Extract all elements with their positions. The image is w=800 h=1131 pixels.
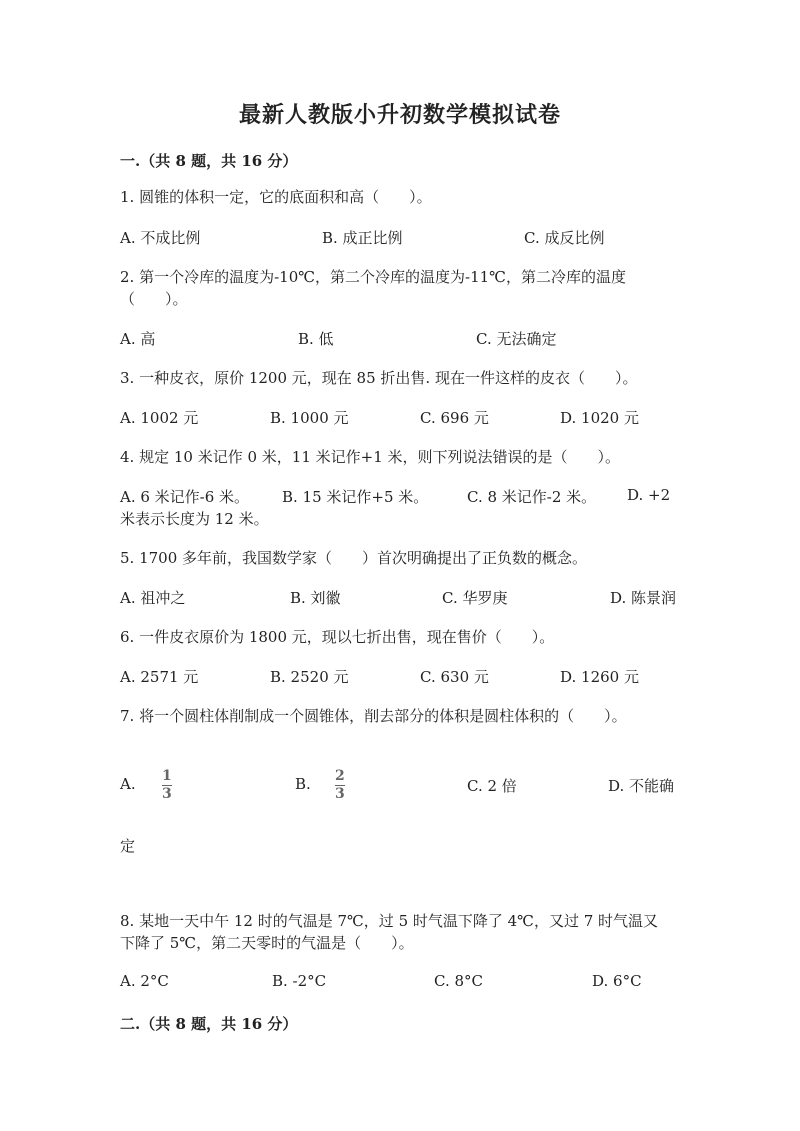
- question-1: 1. 圆锥的体积一定，它的底面积和高（ ）。: [120, 188, 432, 206]
- section-1-header: 一.（共 8 题，共 16 分）: [120, 152, 298, 170]
- option-d: D. 陈景润: [610, 589, 677, 607]
- option-b: B. 成正比例: [322, 229, 403, 247]
- question-2-options: [120, 328, 690, 350]
- option-a: A. 1002 元: [120, 409, 199, 427]
- option-b: B. -2°C: [272, 972, 327, 990]
- option-d: D. 6°C: [592, 972, 642, 990]
- question-4: 4. 规定 10 米记作 0 米，11 米记作+1 米，则下列说法错误的是（ ）。: [120, 448, 621, 466]
- question-7: 7. 将一个圆柱体削制成一个圆锥体，削去部分的体积是圆柱体积的（ ）。: [120, 707, 627, 725]
- question-3-options: [120, 407, 690, 429]
- question-3: 3. 一种皮衣，原价 1200 元，现在 85 折出售. 现在一件这样的皮衣（ ）。: [120, 369, 638, 387]
- question-4-options: [120, 486, 690, 508]
- option-d: D. 1260 元: [560, 668, 639, 686]
- question-6-options: [120, 666, 690, 688]
- option-a: A. 2°C: [120, 972, 169, 990]
- option-d: D. +2: [627, 486, 671, 504]
- fraction-a-denominator: 3: [162, 786, 172, 802]
- question-5: 5. 1700 多年前，我国数学家（ ）首次明确提出了正负数的概念。: [120, 549, 588, 567]
- option-c: C. 630 元: [420, 668, 489, 686]
- fraction-b-denominator: 3: [335, 786, 345, 802]
- option-a: A. 2571 元: [120, 668, 199, 686]
- option-b: B. 刘徽: [290, 589, 341, 607]
- question-2: [120, 266, 680, 310]
- option-b: B. 低: [298, 330, 334, 348]
- option-b: B. 2520 元: [270, 668, 349, 686]
- question-2-line-2: （ ）。: [120, 290, 188, 308]
- question-1-options: [120, 227, 690, 249]
- option-c: C. 696 元: [420, 409, 489, 427]
- option-d: D. 不能确: [608, 777, 675, 795]
- option-c: C. 8°C: [434, 972, 483, 990]
- question-2-line-1: 2. 第一个冷库的温度为-10℃，第二个冷库的温度为-11℃，第二冷库的温度: [120, 268, 626, 286]
- question-7-options: [120, 768, 690, 802]
- option-a: A. 祖冲之: [120, 589, 186, 607]
- page-title: 最新人教版小升初数学模拟试卷: [238, 102, 561, 128]
- question-8-options: [120, 972, 690, 994]
- question-5-options: [120, 587, 690, 609]
- question-8: [120, 910, 680, 954]
- option-c: C. 无法确定: [476, 330, 557, 348]
- question-8-line-2: 下降了 5℃，第二天零时的气温是（ ）。: [120, 934, 414, 952]
- option-c: C. 2 倍: [467, 777, 517, 795]
- fraction-one-third: [162, 769, 172, 802]
- question-4-option-d-continuation: 米表示长度为 12 米。: [120, 510, 269, 528]
- option-a: A. 高: [120, 330, 156, 348]
- option-a: A. 不成比例: [120, 229, 201, 247]
- option-c: C. 成反比例: [524, 229, 605, 247]
- option-a: A. 6 米记作-6 米。: [120, 488, 250, 506]
- option-c: C. 华罗庚: [442, 589, 508, 607]
- option-a: A.: [120, 775, 136, 793]
- fraction-two-thirds: [335, 769, 345, 802]
- option-c: C. 8 米记作-2 米。: [467, 488, 597, 506]
- question-7-option-d-continuation: 定: [120, 837, 136, 855]
- question-8-line-1: 8. 某地一天中午 12 时的气温是 7℃，过 5 时气温下降了 4℃，又过 7 时气温又: [120, 912, 659, 930]
- fraction-b-numerator: 2: [335, 768, 345, 784]
- question-6: 6. 一件皮衣原价为 1800 元，现以七折出售，现在售价（ ）。: [120, 628, 555, 646]
- fraction-a-numerator: 1: [162, 768, 172, 784]
- option-b: B.: [295, 775, 311, 793]
- option-b: B. 1000 元: [270, 409, 349, 427]
- section-2-header: 二.（共 8 题，共 16 分）: [120, 1015, 298, 1033]
- option-b: B. 15 米记作+5 米。: [282, 488, 429, 506]
- option-d: D. 1020 元: [560, 409, 639, 427]
